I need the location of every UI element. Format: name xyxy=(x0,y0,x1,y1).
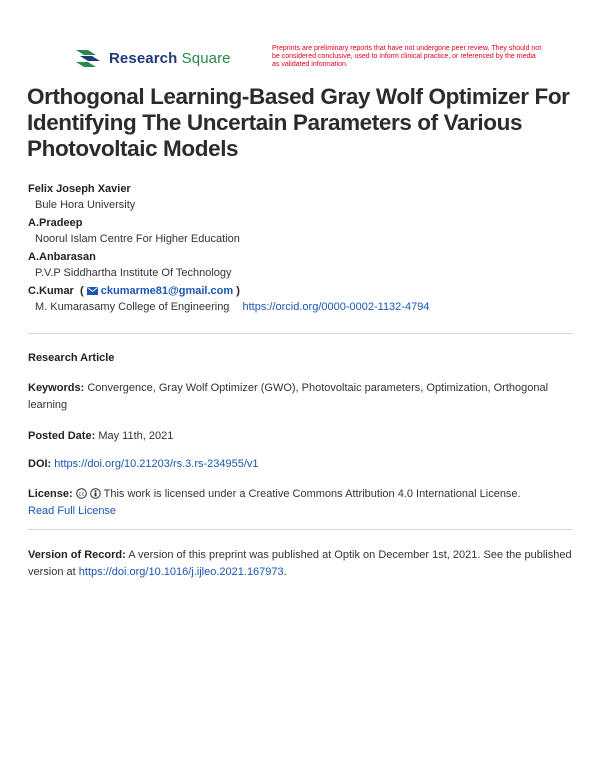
article-type: Research Article xyxy=(28,352,115,364)
logo-wordmark: Research Square xyxy=(109,49,231,67)
author-name: C.Kumar xyxy=(28,285,74,297)
author-affiliation: M. Kumarasamy College of Engineering xyxy=(35,301,230,313)
doi xyxy=(28,456,576,473)
author-entry xyxy=(28,181,588,213)
license-text: This work is licensed under a Creative Commons Attribution 4.0 International License. xyxy=(103,488,521,500)
published-version-link[interactable]: https://doi.org/10.1016/j.ijleo.2021.167973 xyxy=(78,566,284,578)
keywords xyxy=(28,380,576,414)
divider xyxy=(28,333,573,334)
email-icon xyxy=(87,287,98,295)
posted-date-label: Posted Date: xyxy=(28,430,96,442)
orcid-link[interactable]: https://orcid.org/0000-0002-1132-4794 xyxy=(242,301,430,313)
attribution-icon xyxy=(90,488,101,499)
license-label: License: xyxy=(28,488,73,500)
author-name: A.Anbarasan xyxy=(28,251,96,263)
paper-title: Orthogonal Learning-Based Gray Wolf Optimizer For Identifying The Uncertain Parameters of Various Photovoltaic Models xyxy=(27,84,570,161)
version-of-record: Version of Record: A version of this preprint was published at Optik on December 1st, 2021. See the published version at https://doi.org/10.1016/j.ijleo.2021.167973. xyxy=(28,549,572,578)
research-square-logo-icon xyxy=(75,48,101,68)
keywords-value: Convergence, Gray Wolf Optimizer (GWO), Photovoltaic parameters, Optimization, Orthogonal learning xyxy=(28,382,549,411)
author-affiliation: P.V.P Siddhartha Institute Of Technology xyxy=(35,267,232,279)
posted-date xyxy=(28,428,576,445)
posted-date-value: May 11th, 2021 xyxy=(98,430,174,442)
author-entry xyxy=(28,283,588,315)
divider xyxy=(28,529,573,530)
read-full-license-link[interactable]: Read Full License xyxy=(28,505,117,517)
author-entry xyxy=(28,249,588,281)
version-of-record-text: A version of this preprint was published at Optik on December 1st, 2021. See the published version at xyxy=(28,549,572,578)
author-name: Felix Joseph Xavier xyxy=(28,183,131,195)
creative-commons-icon xyxy=(76,488,87,499)
author-affiliation-row xyxy=(28,299,588,315)
license xyxy=(28,486,576,520)
keywords-label: Keywords: xyxy=(28,382,85,394)
header xyxy=(0,0,600,80)
author-name: A.Pradeep xyxy=(28,217,83,229)
version-of-record-label: Version of Record: xyxy=(28,549,126,561)
author-list xyxy=(28,181,588,317)
author-name-with-email xyxy=(28,283,588,299)
preprint-notice: Preprints are preliminary reports that have not undergone peer review. They should not be considered conclusive, used to inform clinical practice, or referenced by the media as validated information. xyxy=(272,45,542,68)
email-link[interactable]: ckumarme81@gmail.com xyxy=(100,285,234,297)
corresponding-email: ( ckumarme81@gmail.com ) xyxy=(76,285,240,297)
research-square-logo[interactable] xyxy=(75,48,231,68)
author-affiliation: Noorul Islam Centre For Higher Education xyxy=(35,233,240,245)
doi-label: DOI: xyxy=(28,458,52,470)
svg-text:cc: cc xyxy=(78,491,85,498)
author-entry xyxy=(28,215,588,247)
doi-link[interactable]: https://doi.org/10.21203/rs.3.rs-234955/v1 xyxy=(54,458,259,470)
author-affiliation: Bule Hora University xyxy=(35,199,136,211)
